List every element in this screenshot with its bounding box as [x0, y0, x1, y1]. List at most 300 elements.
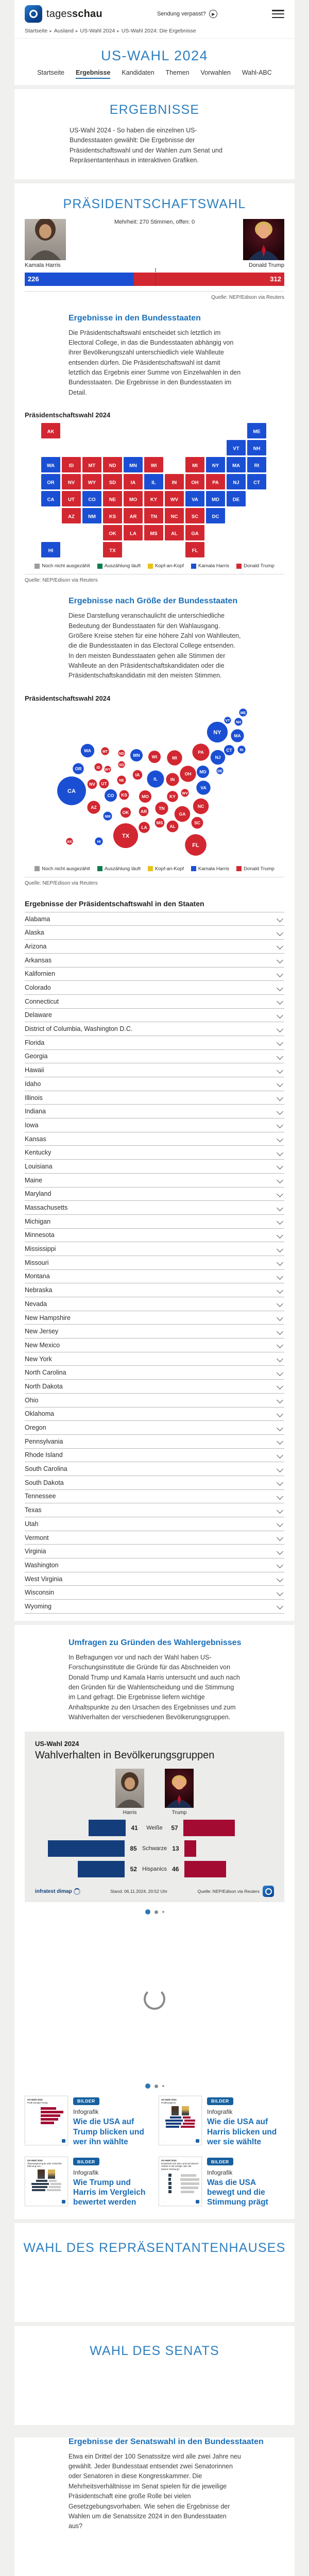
map-state-VA[interactable]: [185, 491, 204, 506]
group-label: Weiße: [146, 1825, 163, 1832]
map-state-WI[interactable]: [144, 457, 163, 472]
state-name: Arizona: [25, 942, 47, 950]
state-accordion-indiana[interactable]: [25, 1104, 284, 1118]
map-state-OK[interactable]: [103, 525, 122, 540]
loading-zone: [25, 1922, 284, 2076]
map-state-MT[interactable]: [82, 457, 101, 472]
tab-themen[interactable]: Themen: [165, 69, 190, 76]
state-name: Massachusetts: [25, 1204, 68, 1212]
legend-item-kamala-harris: [191, 563, 229, 569]
state-accordion-delaware[interactable]: [25, 1008, 284, 1022]
state-accordion-new-hampshire[interactable]: [25, 1311, 284, 1325]
map-state-AR[interactable]: [124, 508, 143, 523]
bubble-state-AK[interactable]: [66, 838, 73, 844]
infratest-dimap-logo: infratest dimap: [35, 1888, 80, 1895]
svg-text:HI: HI: [97, 840, 101, 844]
sendung-verpasst-link[interactable]: [102, 10, 272, 18]
states-list-heading: Ergebnisse der Präsidentschaftswahl in den Staaten: [25, 899, 204, 908]
group-label: Hispanics: [142, 1866, 167, 1873]
svg-text:RI: RI: [254, 463, 260, 469]
state-accordion-iowa[interactable]: [25, 1118, 284, 1132]
map-state-IA[interactable]: [124, 474, 143, 489]
state-name: Ohio: [25, 1396, 39, 1404]
bubble-state-WY[interactable]: [104, 766, 111, 772]
bubble-state-CA[interactable]: [57, 776, 86, 805]
map-state-NY[interactable]: [206, 457, 225, 472]
map-state-MO[interactable]: [124, 491, 143, 506]
map-state-UT[interactable]: [62, 491, 81, 506]
bubble-state-MD[interactable]: [197, 766, 209, 778]
state-name: New Mexico: [25, 1341, 60, 1349]
svg-text:MS: MS: [156, 820, 163, 825]
bubble-state-WA[interactable]: [81, 744, 94, 757]
bubble-state-RI[interactable]: [237, 745, 245, 753]
chevron-down-icon: [277, 1218, 283, 1225]
legend-label: Kamala Harris: [198, 866, 230, 872]
ard-logo-icon: [263, 1886, 274, 1897]
groesse-heading[interactable]: Ergebnisse nach Größe der Bundesstaaten: [68, 597, 238, 606]
state-accordion-north-dakota[interactable]: [25, 1379, 284, 1393]
chevron-down-icon: [277, 1273, 283, 1280]
bubble-state-LA[interactable]: [139, 822, 149, 833]
state-accordion-illinois[interactable]: [25, 1091, 284, 1105]
state-name: Texas: [25, 1506, 42, 1514]
thumb-title: Überwiegend gute oder schlechte Meinung von...: [27, 2162, 62, 2168]
bubble-state-NY[interactable]: [207, 722, 228, 742]
map-state-DC[interactable]: [206, 508, 225, 523]
svg-text:AZ: AZ: [91, 804, 97, 810]
map-state-CT[interactable]: [247, 474, 266, 489]
svg-text:UT: UT: [68, 497, 75, 503]
state-accordion-kentucky[interactable]: [25, 1145, 284, 1159]
chart-rows: [35, 1820, 274, 1877]
bubble-state-VT[interactable]: [224, 717, 231, 723]
us-bubble-map[interactable]: [25, 706, 284, 861]
state-accordion-colorado[interactable]: [25, 980, 284, 994]
svg-text:CT: CT: [226, 747, 232, 753]
svg-text:OK: OK: [122, 809, 129, 815]
state-accordion-mississippi[interactable]: [25, 1242, 284, 1256]
bubble-state-ID[interactable]: [94, 763, 102, 771]
legend-item-kopf-an-kopf: [148, 866, 184, 872]
bubble-state-TN[interactable]: [155, 802, 168, 815]
map-state-CO[interactable]: [82, 491, 101, 506]
state-accordion-ohio[interactable]: [25, 1393, 284, 1407]
bubble-state-KY[interactable]: [167, 791, 178, 802]
state-accordion-florida[interactable]: [25, 1036, 284, 1049]
map-state-OR[interactable]: [41, 474, 60, 489]
svg-text:CO: CO: [88, 497, 96, 503]
tab-wahl-abc[interactable]: Wahl-ABC: [242, 69, 272, 76]
chevron-down-icon: [277, 1479, 283, 1486]
map-state-SD[interactable]: [103, 474, 122, 489]
state-accordion-new-york[interactable]: [25, 1352, 284, 1366]
bubble-state-WV[interactable]: [181, 789, 188, 796]
breadcrumb-item-startseite[interactable]: Startseite: [25, 28, 48, 34]
map-state-SC[interactable]: [185, 508, 204, 523]
bubble-state-AR[interactable]: [139, 806, 149, 816]
bubble-state-MA[interactable]: [231, 729, 244, 742]
state-name: Utah: [25, 1520, 39, 1528]
dot[interactable]: [154, 2084, 158, 2088]
state-accordion-rhode-island[interactable]: [25, 1448, 284, 1462]
map-state-GA[interactable]: [185, 525, 204, 540]
state-accordion-nevada[interactable]: [25, 1297, 284, 1311]
svg-text:AZ: AZ: [68, 514, 75, 520]
us-tile-map[interactable]: [25, 423, 284, 558]
map-state-TX[interactable]: [103, 542, 122, 557]
state-name: Maryland: [25, 1190, 52, 1198]
bubble-state-NH[interactable]: [234, 718, 242, 725]
state-accordion-wyoming[interactable]: [25, 1599, 284, 1614]
dot-active[interactable]: [145, 2083, 150, 2089]
state-accordion-virginia[interactable]: [25, 1544, 284, 1558]
teaser-thumbnail: [25, 2096, 68, 2145]
state-accordion-maine[interactable]: [25, 1173, 284, 1187]
state-accordion-maryland[interactable]: [25, 1187, 284, 1201]
map-state-ME[interactable]: [247, 423, 266, 438]
majority-line: Mehrheit: 270 Stimmen, offen: 0: [114, 218, 195, 225]
map-state-KY[interactable]: [144, 491, 163, 506]
state-accordion-alaska[interactable]: [25, 925, 284, 939]
ergebnisse-intro: US-Wahl 2024 - So haben die einzelnen US-Bundesstaaten gewählt: Die Ergebnisse der Präsidentschaftswahl und der Wahlen zum Senat und Repräsentantenhaus in interaktiven Grafiken.: [70, 127, 222, 164]
brand-wordmark[interactable]: tagesschau: [46, 8, 102, 20]
map-state-WV[interactable]: [165, 491, 184, 506]
state-accordion-michigan[interactable]: [25, 1214, 284, 1228]
map-state-VT[interactable]: [227, 440, 246, 455]
dot[interactable]: [162, 1911, 164, 1913]
bubble-state-IA[interactable]: [133, 770, 143, 779]
state-accordion-new-jersey[interactable]: [25, 1324, 284, 1338]
map-state-MS[interactable]: [144, 525, 163, 540]
bubble-state-NE[interactable]: [117, 775, 126, 784]
map-state-KS[interactable]: [103, 508, 122, 523]
ard-logo-icon: [196, 2200, 199, 2204]
bubble-state-MT[interactable]: [101, 747, 109, 755]
map-state-NV[interactable]: [62, 474, 81, 489]
map-state-ND[interactable]: [103, 457, 122, 472]
bubble-state-NJ[interactable]: [211, 750, 225, 765]
ard-logo-icon: [196, 2139, 199, 2143]
map-state-HI[interactable]: [41, 542, 60, 557]
teaser-grid: [25, 2096, 284, 2218]
bubble-state-MO[interactable]: [139, 790, 151, 803]
svg-text:ID: ID: [96, 766, 100, 770]
teaser-wie-die-usa-auf-trump-blicken-und-wer-ihn-w-hlte[interactable]: [25, 2096, 150, 2147]
map-state-AK[interactable]: [41, 423, 60, 438]
map-state-IL[interactable]: [144, 474, 163, 489]
state-accordion-texas[interactable]: [25, 1503, 284, 1517]
teaser-was-die-usa-bewegt-und-die-stimmung-pr-gt[interactable]: [159, 2157, 284, 2208]
umfragen-heading[interactable]: Umfragen zu Gründen des Wahlergebnisses: [68, 1638, 242, 1647]
breadcrumb-item-us-wahl-2024[interactable]: US-Wahl 2024: [80, 28, 115, 34]
dot[interactable]: [154, 1910, 158, 1914]
bubble-state-HI[interactable]: [95, 837, 102, 845]
state-accordion-kansas[interactable]: [25, 1132, 284, 1146]
tab-kandidaten[interactable]: Kandidaten: [122, 69, 154, 76]
chevron-down-icon: [277, 1328, 283, 1335]
tab-startseite[interactable]: Startseite: [37, 69, 65, 76]
legend-swatch-icon: [191, 866, 196, 871]
harris-bar-area: [35, 1861, 125, 1877]
map-state-IN[interactable]: [165, 474, 184, 489]
map-state-TN[interactable]: [144, 508, 163, 523]
state-accordion-louisiana[interactable]: [25, 1159, 284, 1173]
map-state-NJ[interactable]: [227, 474, 246, 489]
state-accordion-south-carolina[interactable]: [25, 1462, 284, 1476]
svg-text:AR: AR: [140, 808, 147, 814]
state-name: New Hampshire: [25, 1314, 71, 1321]
bubble-state-PA[interactable]: [192, 743, 209, 760]
harris-value: 85: [130, 1845, 137, 1853]
svg-text:KY: KY: [169, 793, 176, 799]
state-accordion-washington[interactable]: [25, 1558, 284, 1572]
bubble-state-GA[interactable]: [175, 806, 190, 822]
legend-item-ausz-hlung-l-uft: [97, 866, 141, 872]
bundesstaaten-heading[interactable]: Ergebnisse in den Bundesstaaten: [68, 313, 201, 323]
state-accordion-vermont[interactable]: [25, 1531, 284, 1545]
svg-text:FL: FL: [192, 548, 198, 554]
svg-text:OH: OH: [184, 771, 192, 776]
state-accordion-north-carolina[interactable]: [25, 1365, 284, 1379]
legend-swatch-icon: [35, 866, 40, 871]
teaser-title[interactable]: Wie die USA auf Harris blicken und wer sie wählte: [207, 2117, 277, 2147]
state-accordion-missouri[interactable]: [25, 1256, 284, 1269]
state-name: Maine: [25, 1176, 43, 1184]
svg-text:ME: ME: [253, 429, 261, 435]
legend-swatch-icon: [236, 866, 242, 871]
svg-text:IA: IA: [130, 480, 136, 486]
state-name: Nebraska: [25, 1286, 53, 1294]
svg-text:HI: HI: [48, 548, 54, 554]
chevron-down-icon: [277, 1012, 283, 1019]
map-state-NC[interactable]: [165, 508, 184, 523]
map-state-NM[interactable]: [82, 508, 101, 523]
state-name: North Dakota: [25, 1382, 63, 1390]
svg-text:NM: NM: [88, 514, 96, 520]
state-accordion-massachusetts[interactable]: [25, 1200, 284, 1214]
harris-name: Kamala Harris: [25, 262, 61, 268]
breadcrumb-separator-icon: ▸: [117, 28, 119, 33]
state-accordion-west-virginia[interactable]: [25, 1572, 284, 1586]
svg-text:NY: NY: [213, 729, 221, 736]
bilder-badge: BILDER: [73, 2097, 99, 2105]
map-state-AL[interactable]: [165, 525, 184, 540]
state-name: Tennessee: [25, 1493, 56, 1500]
bubble-state-OR[interactable]: [73, 763, 83, 774]
state-accordion-pennsylvania[interactable]: [25, 1434, 284, 1448]
bubble-state-SD[interactable]: [118, 761, 125, 768]
state-name: Virginia: [25, 1548, 46, 1555]
state-accordion-south-dakota[interactable]: [25, 1476, 284, 1489]
thumb-kicker: US-Wahl 2024: [161, 2098, 177, 2102]
legend-item-kamala-harris: [191, 866, 229, 872]
carousel-dots-2[interactable]: [25, 2083, 284, 2089]
chevron-down-icon: [277, 1136, 283, 1142]
bubble-state-UT[interactable]: [99, 778, 109, 788]
dot[interactable]: [162, 2085, 164, 2087]
result-source: Quelle: NEP/Edison via Reuters: [25, 291, 284, 300]
map-state-MD[interactable]: [206, 491, 225, 506]
svg-text:MI: MI: [192, 463, 198, 469]
bubble-state-IN[interactable]: [166, 773, 179, 786]
map-state-CA[interactable]: [41, 491, 60, 506]
bubble-state-VA[interactable]: [196, 781, 210, 794]
repraesentantenhaus-card: [14, 2223, 295, 2322]
teaser-title[interactable]: Was die USA bewegt und die Stimmung prägt: [207, 2178, 268, 2207]
state-accordion-oklahoma[interactable]: [25, 1407, 284, 1421]
trump-value: 46: [172, 1866, 179, 1873]
bubble-state-TX[interactable]: [113, 823, 138, 848]
state-accordion-arizona[interactable]: [25, 939, 284, 953]
svg-text:PA: PA: [212, 480, 219, 486]
trump-bar: [184, 1861, 226, 1877]
trump-bar-area: [184, 1861, 274, 1877]
bubble-state-MI[interactable]: [167, 750, 182, 765]
state-name: North Carolina: [25, 1369, 66, 1377]
bubble-state-ME[interactable]: [239, 708, 247, 716]
state-name: Indiana: [25, 1108, 46, 1115]
state-name: Vermont: [25, 1534, 49, 1541]
map-state-OH[interactable]: [185, 474, 204, 489]
state-accordion-georgia[interactable]: [25, 1049, 284, 1063]
svg-text:NE: NE: [119, 778, 124, 783]
chevron-down-icon: [277, 916, 283, 922]
chevron-down-icon: [277, 1108, 283, 1115]
bubble-state-NC[interactable]: [193, 799, 209, 814]
teaser-title[interactable]: Wie die USA auf Trump blicken und wer ihn wählte: [73, 2117, 144, 2147]
chevron-down-icon: [277, 1411, 283, 1417]
state-accordion-montana[interactable]: [25, 1269, 284, 1283]
state-accordion-kalifornien[interactable]: [25, 967, 284, 981]
map-state-WA[interactable]: [41, 457, 60, 472]
svg-text:WA: WA: [46, 463, 55, 469]
map-state-PA[interactable]: [206, 474, 225, 489]
tab-vorwahlen[interactable]: Vorwahlen: [200, 69, 231, 76]
senatswahl-card: [14, 2437, 295, 2576]
harris-bar-area: [35, 1820, 126, 1836]
map-state-MI[interactable]: [185, 457, 204, 472]
hamburger-menu-icon[interactable]: [272, 10, 284, 18]
bubble-state-OH[interactable]: [180, 766, 196, 782]
state-name: Kentucky: [25, 1149, 52, 1157]
state-name: Georgia: [25, 1053, 48, 1060]
bubble-state-IL[interactable]: [147, 770, 164, 787]
tagesschau-logo-icon[interactable]: [25, 5, 42, 23]
svg-text:IL: IL: [153, 776, 158, 782]
teaser-wie-trump-und-harris-im-vergleich-bewertet-werden[interactable]: [25, 2157, 150, 2208]
bubble-state-DE[interactable]: [216, 767, 223, 774]
thumb-kicker: US-Wahl 2024: [27, 2098, 43, 2102]
bubble-state-KS[interactable]: [119, 790, 129, 800]
bubble-state-WI[interactable]: [148, 751, 161, 763]
chevron-down-icon: [277, 1300, 283, 1307]
map-state-AZ[interactable]: [62, 508, 81, 523]
map-state-MA[interactable]: [227, 457, 246, 472]
state-accordion-district-of-columbia-washington-d-c[interactable]: [25, 1022, 284, 1036]
bubble-state-AZ[interactable]: [87, 801, 100, 814]
map-state-WY[interactable]: [82, 474, 101, 489]
map-state-MN[interactable]: [124, 457, 143, 472]
legend-item-noch-nicht-ausgez-hlt: [35, 866, 90, 872]
thumb-footnote: ··· ···: [27, 2201, 31, 2204]
state-accordion-wisconsin[interactable]: [25, 1585, 284, 1599]
state-name: South Dakota: [25, 1479, 64, 1486]
legend-label: Kamala Harris: [198, 563, 230, 569]
senatswahl-heading[interactable]: Ergebnisse der Senatswahl in den Bundesstaaten: [68, 2437, 264, 2446]
state-accordion-nebraska[interactable]: [25, 1283, 284, 1297]
state-accordion-arkansas[interactable]: [25, 953, 284, 967]
state-accordion-idaho[interactable]: [25, 1077, 284, 1091]
teaser-kicker: Infografik: [73, 2168, 99, 2176]
state-accordion-minnesota[interactable]: [25, 1228, 284, 1242]
breadcrumb-item-us-wahl-2024-die-ergebnisse[interactable]: US-Wahl 2024: Die Ergebnisse: [121, 28, 196, 34]
state-name: Arkansas: [25, 956, 52, 964]
bubble-state-SC[interactable]: [192, 817, 203, 828]
bubble-state-MN[interactable]: [130, 749, 143, 761]
bubble-state-OK[interactable]: [121, 807, 131, 818]
thumb-portrait: [182, 2106, 189, 2115]
chevron-down-icon: [277, 1466, 283, 1472]
breadcrumb-item-ausland[interactable]: Ausland: [54, 28, 74, 34]
ard-logo-icon: [62, 2200, 65, 2204]
map-state-FL[interactable]: [185, 542, 204, 557]
bubble-state-ND[interactable]: [118, 750, 125, 756]
bubble-state-CO[interactable]: [105, 789, 117, 802]
senat-card: [14, 2326, 295, 2425]
state-accordion-tennessee[interactable]: [25, 1489, 284, 1503]
map-state-DE[interactable]: [227, 491, 246, 506]
svg-text:RI: RI: [239, 748, 244, 752]
bubble-state-FL[interactable]: [185, 834, 207, 856]
teaser-title[interactable]: Wie Trump und Harris im Vergleich bewertet werden: [73, 2178, 146, 2207]
bubble-state-NV[interactable]: [88, 779, 97, 789]
bubble-state-MS[interactable]: [155, 818, 165, 827]
state-accordion-hawaii[interactable]: [25, 1063, 284, 1077]
teaser-wie-die-usa-auf-harris-blicken-und-wer-sie-w-hlte[interactable]: [159, 2096, 284, 2147]
map-state-LA[interactable]: [124, 525, 143, 540]
chart-harris-photo: [115, 1769, 144, 1816]
chevron-down-icon: [277, 998, 283, 1005]
tab-ergebnisse[interactable]: Ergebnisse: [76, 69, 110, 79]
state-accordion-oregon[interactable]: [25, 1420, 284, 1434]
state-accordion-connecticut[interactable]: [25, 994, 284, 1008]
svg-text:MI: MI: [172, 755, 177, 760]
bubble-state-AL[interactable]: [167, 820, 179, 832]
map-state-NH[interactable]: [247, 440, 266, 455]
state-name: Mississippi: [25, 1245, 56, 1253]
state-accordion-new-mexico[interactable]: [25, 1338, 284, 1352]
bubble-state-CT[interactable]: [224, 745, 234, 755]
chevron-down-icon: [277, 1575, 283, 1582]
svg-text:ND: ND: [118, 752, 125, 756]
svg-text:MD: MD: [199, 769, 207, 774]
legend-label: Donald Trump: [244, 866, 274, 872]
carousel-dots-1[interactable]: [25, 1909, 284, 1914]
state-accordion-utah[interactable]: [25, 1517, 284, 1531]
thumb-chart-icon: [161, 2173, 199, 2199]
state-accordion-alabama[interactable]: [25, 912, 284, 926]
dot-active[interactable]: [145, 1909, 150, 1914]
legend-swatch-icon: [148, 564, 153, 569]
svg-text:IA: IA: [135, 772, 140, 777]
bubble-state-NM[interactable]: [104, 811, 112, 820]
svg-text:NM: NM: [105, 815, 111, 819]
map-state-NE[interactable]: [103, 491, 122, 506]
map-state-ID[interactable]: [62, 457, 81, 472]
state-name: New York: [25, 1355, 52, 1363]
map-state-RI[interactable]: [247, 457, 266, 472]
